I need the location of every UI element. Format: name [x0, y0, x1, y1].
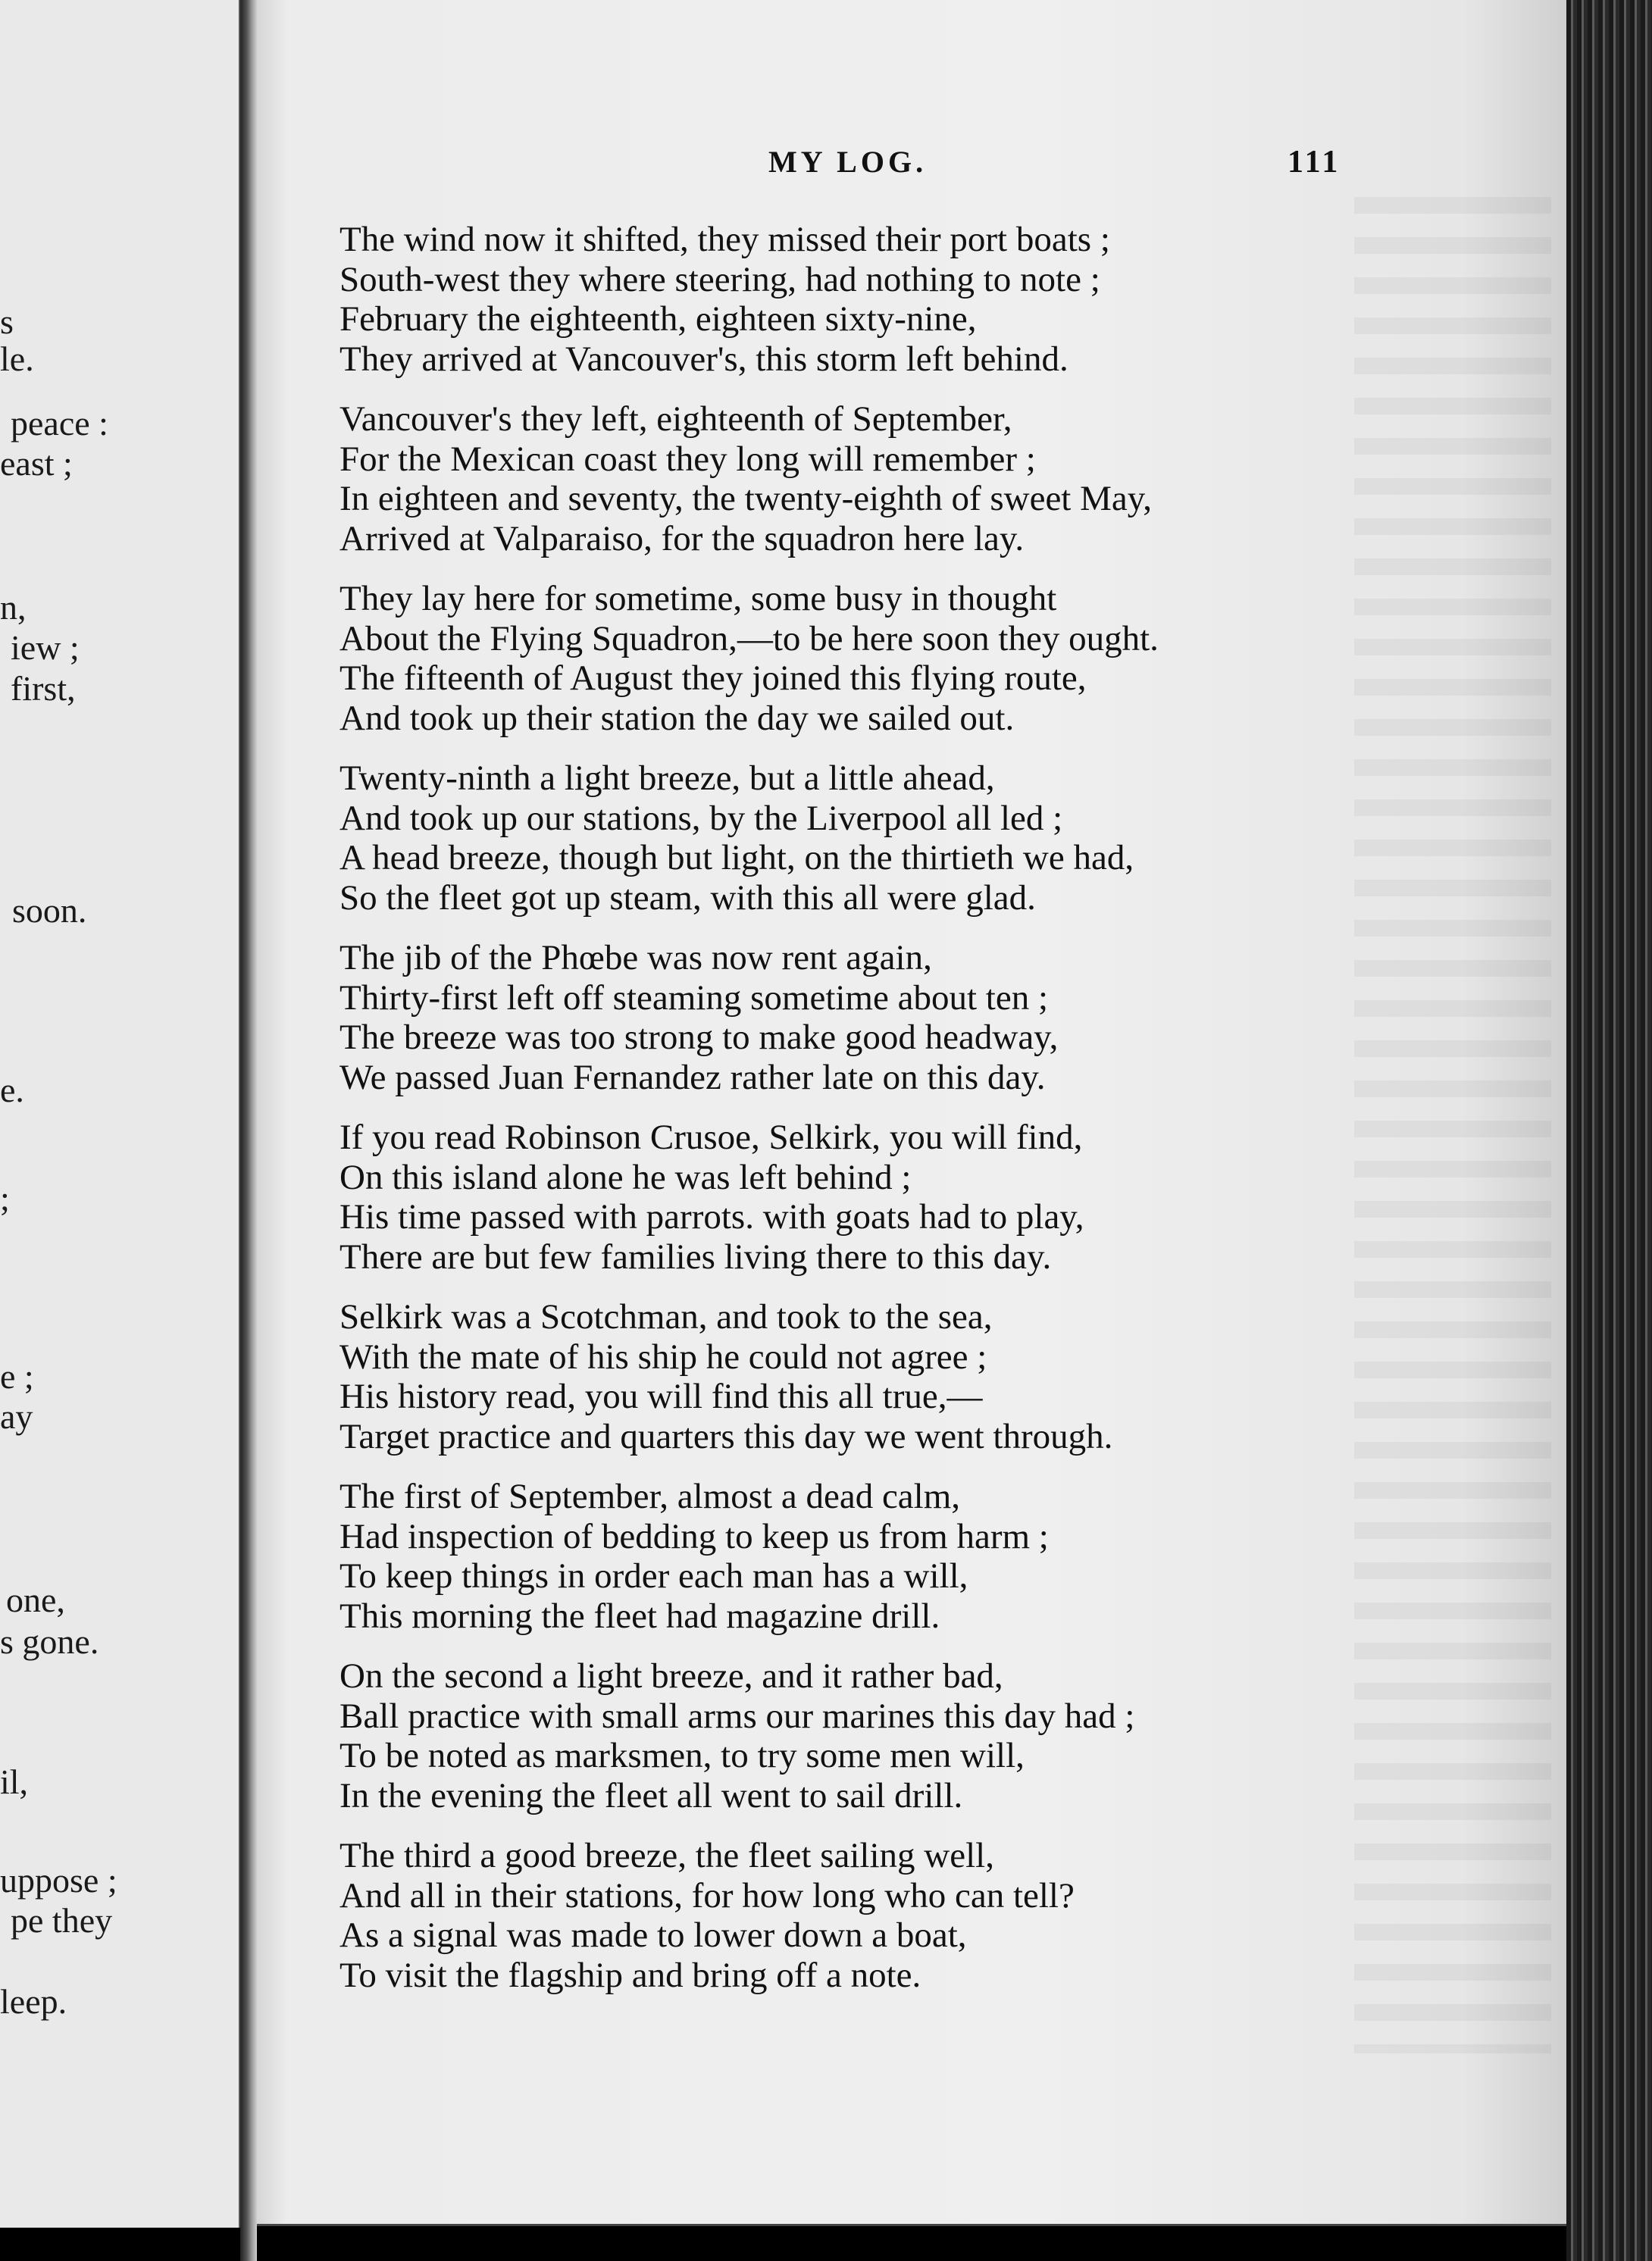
left-page-fragment: leep.: [0, 1982, 67, 2021]
left-page-fragment: il,: [0, 1762, 29, 1801]
verse-line: They arrived at Vancouver's, this storm left behind.: [339, 339, 1068, 379]
verse-line: To be noted as marksmen, to try some men will,: [339, 1736, 1025, 1775]
left-page-fragment: iew ;: [11, 628, 80, 667]
verse-line: We passed Juan Fernandez rather late on this day.: [339, 1057, 1046, 1097]
left-page-fragment: soon.: [12, 891, 87, 930]
verse-line: His time passed with parrots. with goats had to play,: [339, 1197, 1084, 1237]
left-page-fragment: le.: [0, 339, 34, 378]
verse-line: The fifteenth of August they joined this flying route,: [339, 658, 1087, 698]
left-page-fragment: e.: [0, 1071, 24, 1109]
verse-line: As a signal was made to lower down a boat,: [339, 1915, 967, 1955]
verse-line: They lay here for sometime, some busy in thought: [339, 579, 1057, 618]
poem-body: [339, 220, 1522, 2016]
verse-line: And took up their station the day we sailed out.: [339, 698, 1015, 738]
page-stack-edge: [1566, 0, 1652, 2261]
verse-line: Thirty-first left off steaming sometime about ten ;: [339, 977, 1048, 1018]
verse-line: About the Flying Squadron,—to be here soon they ought.: [339, 618, 1159, 658]
stanza: [339, 220, 1522, 379]
stanza: [339, 1477, 1522, 1636]
verse-line: Arrived at Valparaiso, for the squadron here lay.: [339, 518, 1025, 558]
left-page-fragment: n,: [0, 588, 27, 627]
stanza: [339, 1656, 1522, 1815]
verse-line: The breeze was too strong to make good headway,: [339, 1018, 1059, 1057]
previous-page-edge: [0, 0, 240, 2228]
verse-line: Selkirk was a Scotchman, and took to the sea,: [339, 1297, 993, 1337]
book-gutter: [240, 0, 257, 2261]
verse-line: The jib of the Phœbe was now rent again,: [339, 938, 932, 977]
stanza: [339, 938, 1522, 1097]
stanza: [339, 1118, 1522, 1277]
verse-line: With the mate of his ship he could not agree ;: [339, 1337, 987, 1377]
verse-line: His history read, you will find this all true,—: [339, 1377, 983, 1416]
verse-line: On the second a light breeze, and it rather bad,: [339, 1656, 1003, 1696]
left-page-fragment: east ;: [0, 444, 73, 483]
verse-line: For the Mexican coast they long will remember ;: [339, 439, 1036, 479]
left-page-fragment: pe they: [11, 1901, 113, 1940]
left-page-mark: ;: [0, 1179, 10, 1218]
verse-line: Vancouver's they left, eighteenth of September,: [339, 399, 1012, 439]
verse-line: A head breeze, though but light, on the thirtieth we had,: [339, 838, 1134, 877]
verse-line: So the fleet got up steam, with this all were glad.: [339, 877, 1036, 918]
running-title: MY LOG.: [768, 145, 928, 179]
verse-line: There are but few families living there to this day.: [339, 1237, 1052, 1277]
verse-line: The third a good breeze, the fleet sailing well,: [339, 1836, 994, 1875]
verse-line: On this island alone he was left behind ;: [339, 1157, 912, 1197]
left-page-fragment: e ;: [0, 1357, 34, 1396]
verse-line: This morning the fleet had magazine drill.: [339, 1596, 940, 1636]
stanza: [339, 1297, 1522, 1456]
verse-line: Target practice and quarters this day we went through.: [339, 1416, 1113, 1456]
verse-line: Twenty-ninth a light breeze, but a little ahead,: [339, 758, 995, 798]
verse-line: February the eighteenth, eighteen sixty-nine,: [339, 299, 977, 339]
verse-line: In eighteen and seventy, the twenty-eighth of sweet May,: [339, 479, 1152, 518]
verse-line: And took up our stations, by the Liverpool all led ;: [339, 798, 1063, 838]
verse-line: South-west they where steering, had nothing to note ;: [339, 259, 1100, 299]
stanza: [339, 758, 1522, 918]
stanza: [339, 399, 1522, 558]
verse-line: To keep things in order each man has a will,: [339, 1556, 968, 1596]
left-page-fragment: ay: [0, 1397, 33, 1436]
verse-line: If you read Robinson Crusoe, Selkirk, you will find,: [339, 1118, 1083, 1157]
verse-line: The first of September, almost a dead calm,: [339, 1477, 961, 1516]
verse-line: Had inspection of bedding to keep us from harm ;: [339, 1516, 1049, 1556]
verse-line: To visit the flagship and bring off a note.: [339, 1955, 921, 1995]
left-page-fragment: peace :: [11, 404, 108, 443]
verse-line: Ball practice with small arms our marines this day had ;: [339, 1696, 1135, 1736]
verse-line: The wind now it shifted, they missed their port boats ;: [339, 220, 1110, 259]
running-header: [257, 144, 1566, 189]
left-page-mark: s: [0, 302, 14, 341]
left-page-fragment: one,: [6, 1581, 65, 1619]
left-page-fragment: first,: [11, 669, 76, 708]
stanza: [339, 579, 1522, 738]
left-page-fragment: uppose ;: [0, 1861, 117, 1900]
verse-line: In the evening the fleet all went to sail drill.: [339, 1775, 963, 1815]
page-number: 111: [1287, 145, 1341, 180]
stanza: [339, 1836, 1522, 1995]
verse-line: And all in their stations, for how long who can tell?: [339, 1875, 1075, 1915]
left-page-fragment: s gone.: [0, 1622, 99, 1661]
